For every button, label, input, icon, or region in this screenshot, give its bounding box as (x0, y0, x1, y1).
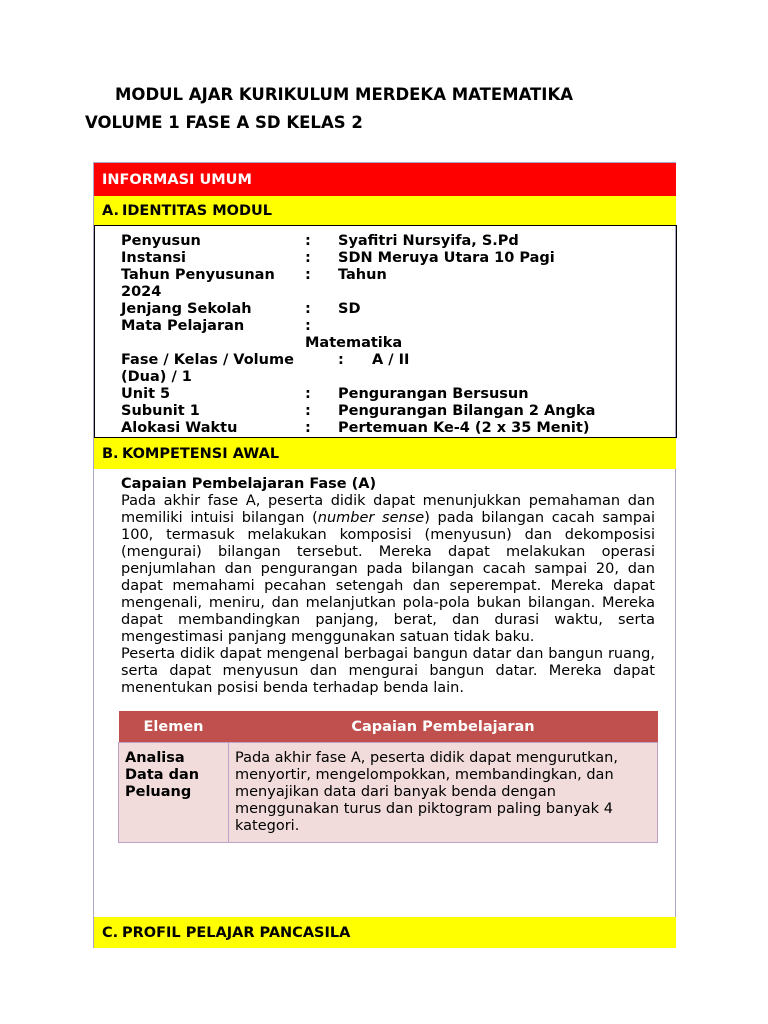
identity-colon: : (305, 267, 311, 283)
capaian-table (118, 711, 658, 843)
identity-value: Matematika (305, 335, 403, 351)
paragraph-text: ) pada bilangan cacah sampai 100, termasuk melakukan komposisi (menyusun) dan dekomposisi (mengurai) bilangan tersebut. Mereka dapat melakukan operasi penjumlahan dan pengurangan pada bilangan cacah sampai 20, dan dapat memahami pecahan setengah dan seperempat. Mereka dapat mengenali, meniru, dan melanjutkan pola-pola bukan bilangan. Mereka dapat membandingkan panjang, berat, dan durasi waktu, serta mengestimasi panjang menggunakan satuan tidak baku. (121, 510, 656, 645)
cell-capaian: Pada akhir fase A, peserta didik dapat mengurutkan, menyortir, mengelompokkan, membandingkan, dan menyajikan data dari banyak benda dengan menggunakan turus dan piktogram paling banyak 4 kategori. (229, 743, 658, 843)
section-b-number: B. (102, 445, 119, 462)
identity-label: Subunit 1 (121, 403, 200, 419)
paragraph-text: Pada akhir fase A, peserta didik dapat menunjukkan pemahaman dan memiliki intuisi bilangan ( (121, 493, 655, 526)
section-a-label: IDENTITAS MODUL (122, 202, 273, 219)
identity-value: Syafitri Nursyifa, S.Pd (338, 233, 519, 249)
identity-value: SDN Meruya Utara 10 Pagi (338, 250, 555, 266)
identity-colon: : (305, 403, 311, 419)
header-capaian: Capaian Pembelajaran (229, 711, 658, 743)
section-b-label: KOMPETENSI AWAL (122, 445, 280, 462)
identity-value: SD (338, 301, 361, 317)
competence-subtitle: Capaian Pembelajaran Fase (A) (121, 476, 377, 492)
identity-label: 2024 (121, 284, 162, 300)
identity-colon: : (338, 352, 344, 368)
identity-label: (Dua) / 1 (121, 369, 192, 385)
identity-colon: : (305, 301, 311, 317)
section-b-heading (94, 438, 676, 469)
competence-paragraph-1 (121, 493, 655, 646)
competence-content (121, 476, 655, 697)
identity-label: Instansi (121, 250, 186, 266)
section-c-label: PROFIL PELAJAR PANCASILA (122, 924, 351, 941)
cell-element: Analisa Data dan Peluang (119, 743, 229, 843)
identity-colon: : (305, 250, 311, 266)
document-title-line1: MODUL AJAR KURIKULUM MERDEKA MATEMATIKA (115, 85, 574, 104)
identity-label: Penyusun (121, 233, 201, 249)
identity-label: Mata Pelajaran (121, 318, 245, 334)
section-a-heading (94, 196, 676, 225)
paragraph-emphasis: number sense (317, 510, 425, 526)
identity-colon: : (305, 233, 311, 249)
table-header-row (119, 711, 658, 743)
identity-value: Pengurangan Bilangan 2 Angka (338, 403, 596, 419)
identity-value: Pertemuan Ke-4 (2 x 35 Menit) (338, 420, 590, 436)
identity-label: Fase / Kelas / Volume (121, 352, 294, 368)
header-label: INFORMASI UMUM (102, 171, 252, 188)
identity-value: Tahun (338, 267, 387, 283)
header-informasi-umum (94, 163, 676, 196)
document-title-line2: VOLUME 1 FASE A SD KELAS 2 (85, 113, 363, 132)
identity-colon: : (305, 318, 311, 334)
section-c-heading (94, 917, 676, 948)
identity-label: Unit 5 (121, 386, 171, 402)
identity-colon: : (305, 386, 311, 402)
header-elemen: Elemen (119, 711, 229, 743)
identity-label: Alokasi Waktu (121, 420, 238, 436)
section-c-number: C. (102, 924, 119, 941)
section-a-number: A. (102, 202, 119, 219)
identity-colon: : (305, 420, 311, 436)
identity-label: Jenjang Sekolah (121, 301, 252, 317)
identity-label: Tahun Penyusunan (121, 267, 275, 283)
identity-value: A / II (372, 352, 410, 368)
identity-value: Pengurangan Bersusun (338, 386, 529, 402)
table-row (119, 743, 658, 843)
competence-paragraph-2: Peserta didik dapat mengenal berbagai bangun datar dan bangun ruang, serta dapat menyusun dan mengurai bangun datar. Mereka dapat menentukan posisi benda terhadap benda lain. (121, 646, 655, 696)
